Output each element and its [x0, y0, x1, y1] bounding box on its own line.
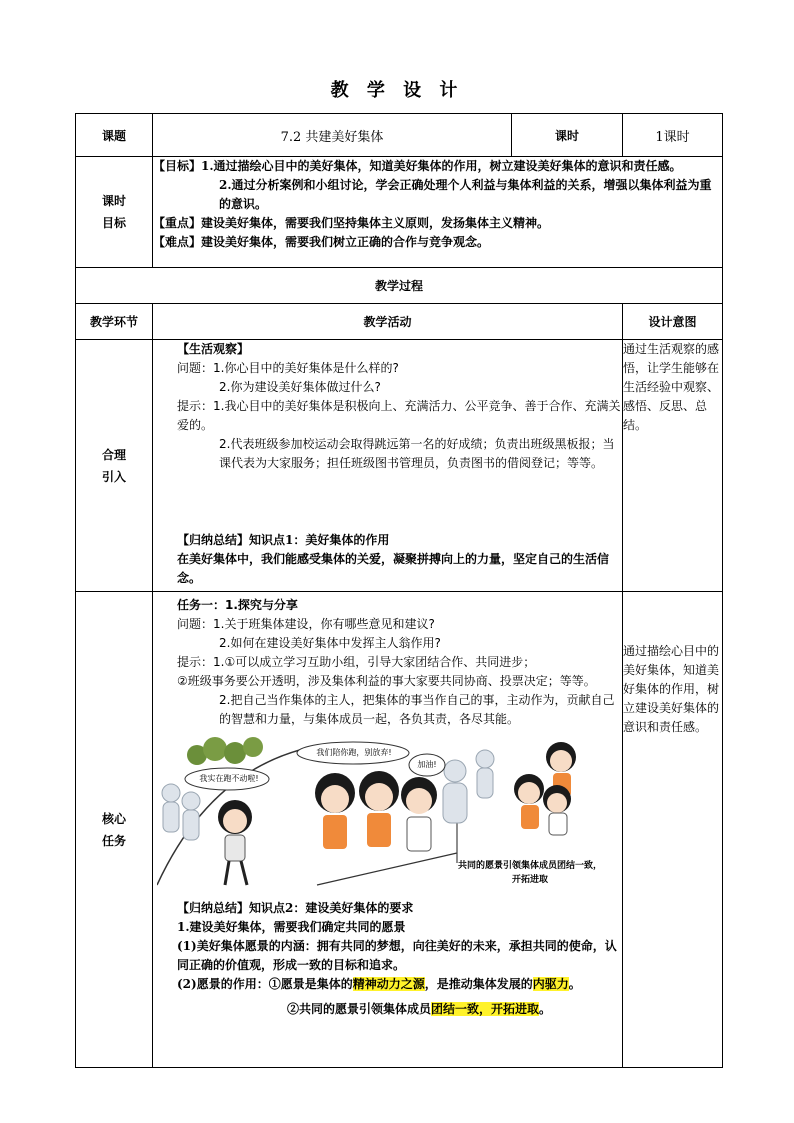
stage-intro-text: 合理引入	[102, 447, 127, 484]
highlight-spirit-source: 精神动力之源	[352, 977, 425, 991]
col-stage: 教学环节	[76, 304, 153, 340]
illustration-caption: 共同的愿景引领集体成员团结一致，开拓进取	[457, 861, 602, 885]
topic-value: 7.2 共建美好集体	[153, 114, 512, 157]
intent-2: 通过描绘心目中的美好集体，知道美好集体的作用，树立建设美好集体的意识和责任感。	[623, 592, 723, 1068]
observe-heading: 【生活观察】	[177, 342, 250, 356]
difficult-point: 【难点】建设美好集体，需要我们树立正确的合作与竞争观念。	[153, 235, 490, 249]
process-title: 教学过程	[76, 268, 723, 304]
objectives-label	[76, 157, 153, 268]
intent-1: 通过生活观察的感悟，让学生能够在生活经验中观察、感悟、反思、总结。	[623, 340, 723, 592]
stage-intro	[76, 340, 153, 592]
highlight-unity: 团结一致，开拓进取	[431, 1002, 540, 1016]
summary-heading-2: 【归纳总结】知识点2：建设美好集体的要求	[177, 901, 414, 915]
tip-1: 提示：1.我心目中的美好集体是积极向上、充满活力、公平竞争、善于合作、充满关爱的。	[177, 399, 621, 432]
stage-core	[76, 592, 153, 1068]
period-value: 1课时	[623, 114, 723, 157]
col-intent: 设计意图	[623, 304, 723, 340]
illustration-running-classmates	[157, 735, 623, 895]
req1c-end: 。	[539, 1002, 552, 1016]
task-question-1: 问题：1.关于班集体建设，你有哪些意见和建议?	[177, 617, 435, 631]
lesson-design-table	[75, 113, 723, 1068]
bubble-encourage: 我们陪你跑，别放弃!	[316, 748, 392, 757]
task-tip-1a: 提示：1.①可以成立学习互助小组，引导大家团结合作、共同进步；	[177, 655, 536, 669]
highlight-drive: 内驱力	[532, 977, 569, 991]
period-label: 课时	[512, 114, 623, 157]
task-tip-2: 2.把自己当作集体的主人，把集体的事当作自己的事，主动作为，贡献自己的智慧和力量，与集体成员一起，各负其责，各尽其能。	[219, 693, 615, 726]
req1b-pre: (2)愿景的作用：①愿景是集体的	[177, 977, 353, 991]
question-1: 问题：1.你心目中的美好集体是什么样的?	[177, 361, 399, 375]
requirement-1a: (1)美好集体愿景的内涵：拥有共同的梦想，向往美好的未来，承担共同的使命，认同正确的价值观，形成一致的目标和追求。	[177, 939, 617, 972]
req1b-end: 。	[568, 977, 581, 991]
col-activity: 教学活动	[153, 304, 623, 340]
bubble-cheer: 加油!	[417, 760, 437, 769]
summary-heading-1: 【归纳总结】知识点1：美好集体的作用	[177, 533, 390, 547]
stage-core-text: 核心任务	[102, 811, 127, 848]
bubble-tired: 我实在跑不动啦!	[199, 774, 259, 783]
question-2: 2.你为建设美好集体做过什么?	[219, 380, 381, 394]
task-question-2: 2.如何在建设美好集体中发挥主人翁作用?	[219, 636, 441, 650]
tip-2: 2.代表班级参加校运动会取得跳远第一名的好成绩；负责出班级黑板报；当课代表为大家服务；担任班级图书管理员，负责图书的借阅登记；等等。	[219, 437, 615, 470]
req1c-pre: ②共同的愿景引领集体成员	[287, 1002, 432, 1016]
topic-label: 课题	[76, 114, 153, 157]
task-tip-1b: ②班级事务要公开透明，涉及集体利益的事大家要共同协商、投票决定；等等。	[177, 674, 596, 688]
requirement-1c	[153, 1000, 622, 1019]
objective-line-1: 【目标】1.通过描绘心目中的美好集体，知道美好集体的作用，树立建设美好集体的意识和责任感。	[153, 159, 682, 173]
summary-text-1: 在美好集体中，我们能感受集体的关爱，凝聚拼搏向上的力量，坚定自己的生活信念。	[177, 552, 610, 585]
requirement-1b	[153, 975, 622, 994]
task-heading: 任务一：1.探究与分享	[177, 598, 298, 612]
requirement-1: 1.建设美好集体，需要我们确定共同的愿景	[177, 920, 406, 934]
key-point: 【重点】建设美好集体，需要我们坚持集体主义原则，发扬集体主义精神。	[153, 216, 550, 230]
objectives-label-text: 课时目标	[102, 194, 127, 230]
objective-line-2: 2.通过分析案例和小组讨论，学会正确处理个人利益与集体利益的关系，增强以集体利益为重的意识。	[219, 178, 712, 211]
page-title: 教 学 设 计	[330, 80, 464, 101]
req1b-mid: ，是推动集体发展的	[424, 977, 533, 991]
